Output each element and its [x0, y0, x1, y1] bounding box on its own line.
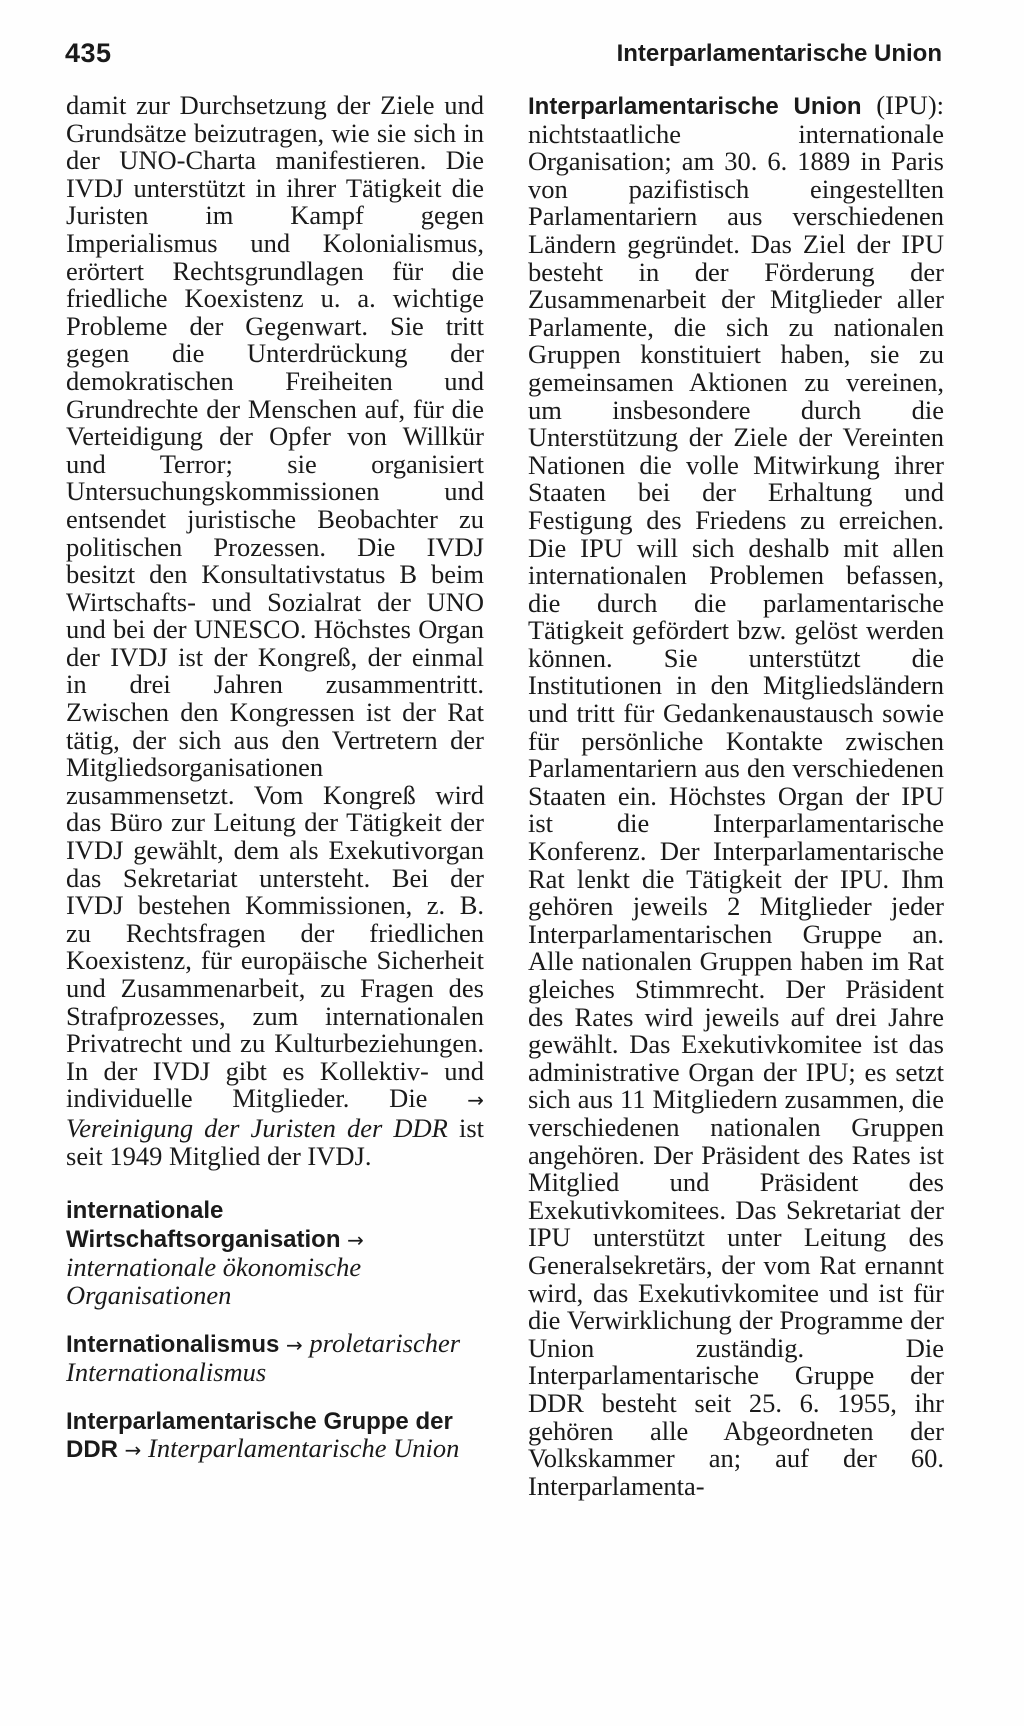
- entry-headword: internationale Wirtschaftsorganisation: [66, 1197, 341, 1253]
- continuation-paragraph: [66, 92, 484, 1170]
- entry-body: (IPU): nichtstaatliche internationale Organisation; am 30. 6. 1889 in Paris von pazifistisch eingestellten Parlamentariern aus verschiedenen Ländern gegründet. Das Ziel der IPU besteht in der Förderung der Zusammenarbeit der Mitglieder aller Parlamente, die sich zu nationalen Gruppen konstituiert haben, sie zu gemeinsamen Aktionen zu vereinen, um insbesondere durch die Unterstützung der Ziele der Vereinten Nationen die volle Mitwirkung ihrer Staaten bei der Erhaltung und Festigung des Friedens zu erreichen. Die IPU will sich deshalb mit allen internationalen Problemen befassen, die durch die parlamentarische Tätigkeit gefördert bzw. gelöst werden können. Sie unterstützt die Institutionen in den Mitgliedsländern und tritt für Gedankenaustausch sowie für persönliche Kontakte zwischen Parlamentariern aus den verschiedenen Staaten ein. Höchstes Organ der IPU ist die Interparlamentarische Konferenz. Der Interparlamentarische Rat lenkt die Tätigkeit der IPU. Ihm gehören jeweils 2 Mitglieder jeder Interparlamentarischen Gruppe an. Alle nationalen Gruppen haben im Rat gleiches Stimmrecht. Der Präsident des Rates wird jeweils auf drei Jahre gewählt. Das Exekutivkomitee ist das administrative Organ der IPU; es setzt sich aus 11 Mitgliedern zusammen, die verschiedenen nationalen Gruppen angehören. Der Präsident des Rates ist Mitglied und Präsident des Exekutivkomitees. Das Sekretariat der IPU unterstützt unter Leitung des Generalsekretärs, der vom Rat ernannt wird, das Exekutivkomitee und ist für die Verwirklichung der Programme der Union zuständig. Die Interparlamentarische Gruppe der DDR besteht seit 25. 6. 1955, ihr gehören alle Abgeordneten der Volkskammer an; auf der 60. Interparlamenta-: [528, 90, 945, 1501]
- dictionary-entry-main: [528, 92, 944, 1500]
- cross-reference-arrow: →: [347, 1227, 364, 1252]
- dictionary-entry: [66, 1327, 484, 1388]
- cross-reference-link[interactable]: Interparlamentarische Union: [148, 1433, 460, 1464]
- right-column: [528, 92, 944, 1500]
- cross-reference-arrow: →: [467, 1088, 485, 1113]
- dictionary-entry: [66, 1196, 484, 1309]
- running-head: Interparlamentarische Union: [616, 40, 942, 67]
- page-number: 435: [65, 38, 112, 68]
- left-column: [66, 92, 484, 1465]
- cross-reference-arrow: →: [286, 1332, 303, 1357]
- continuation-text: damit zur Durchsetzung der Ziele und Grundsätze beizutragen, wie sie sich in der UNO-Charta manifestieren. Die IVDJ unterstützt in ihrer Tätigkeit die Juristen im Kampf gegen Imperialismus und Kolonialismus, erörtert Rechtsgrundlagen für die friedliche Koexistenz u. a. wichtige Probleme der Gegenwart. Sie tritt gegen die Unterdrückung der demokratischen Freiheiten und Grundrechte der Menschen auf, für die Verteidigung der Opfer von Willkür und Terror; sie organisiert Untersuchungskommissionen und entsendet juristische Beobachter zu politischen Prozessen. Die IVDJ besitzt den Konsultativstatus B beim Wirtschafts- und Sozialrat der UNO und bei der UNESCO. Höchstes Organ der IVDJ ist der Kongreß, der einmal in drei Jahren zusammentritt. Zwischen den Kongressen ist der Rat tätig, der sich aus den Vertretern der Mitgliedsorganisationen zusammensetzt. Vom Kongreß wird das Büro zur Leitung der Tätigkeit der IVDJ gewählt, dem als Exekutivorgan das Sekretariat untersteht. Bei der IVDJ bestehen Kommissionen, z. B. zu Rechtsfragen der friedlichen Koexistenz, für europäische Sicherheit und Zusammenarbeit, zu Fragen des Strafprozesses, zum internationalen Privatrecht und zu Kulturbeziehungen. In der IVDJ gibt es Kollektiv- und individuelle Mitglieder. Die: [66, 90, 484, 1114]
- cross-reference-link[interactable]: Vereinigung der Juristen der DDR: [66, 1112, 448, 1143]
- dictionary-entry: [66, 1407, 484, 1465]
- entry-headword: Interparlamentarische Union: [528, 93, 862, 120]
- entry-headword: Internationalismus: [66, 1330, 280, 1358]
- continuation-end-text: ist seit 1949 Mitglied der IVDJ.: [66, 1112, 484, 1171]
- cross-reference-arrow: →: [124, 1438, 142, 1463]
- entry-headword: Interparlamentarische Gruppe der DDR: [66, 1407, 453, 1464]
- cross-reference-link[interactable]: proletarischer Internationalismus: [66, 1327, 461, 1388]
- cross-reference-link[interactable]: internationale ökonomische Organisationen: [66, 1252, 362, 1310]
